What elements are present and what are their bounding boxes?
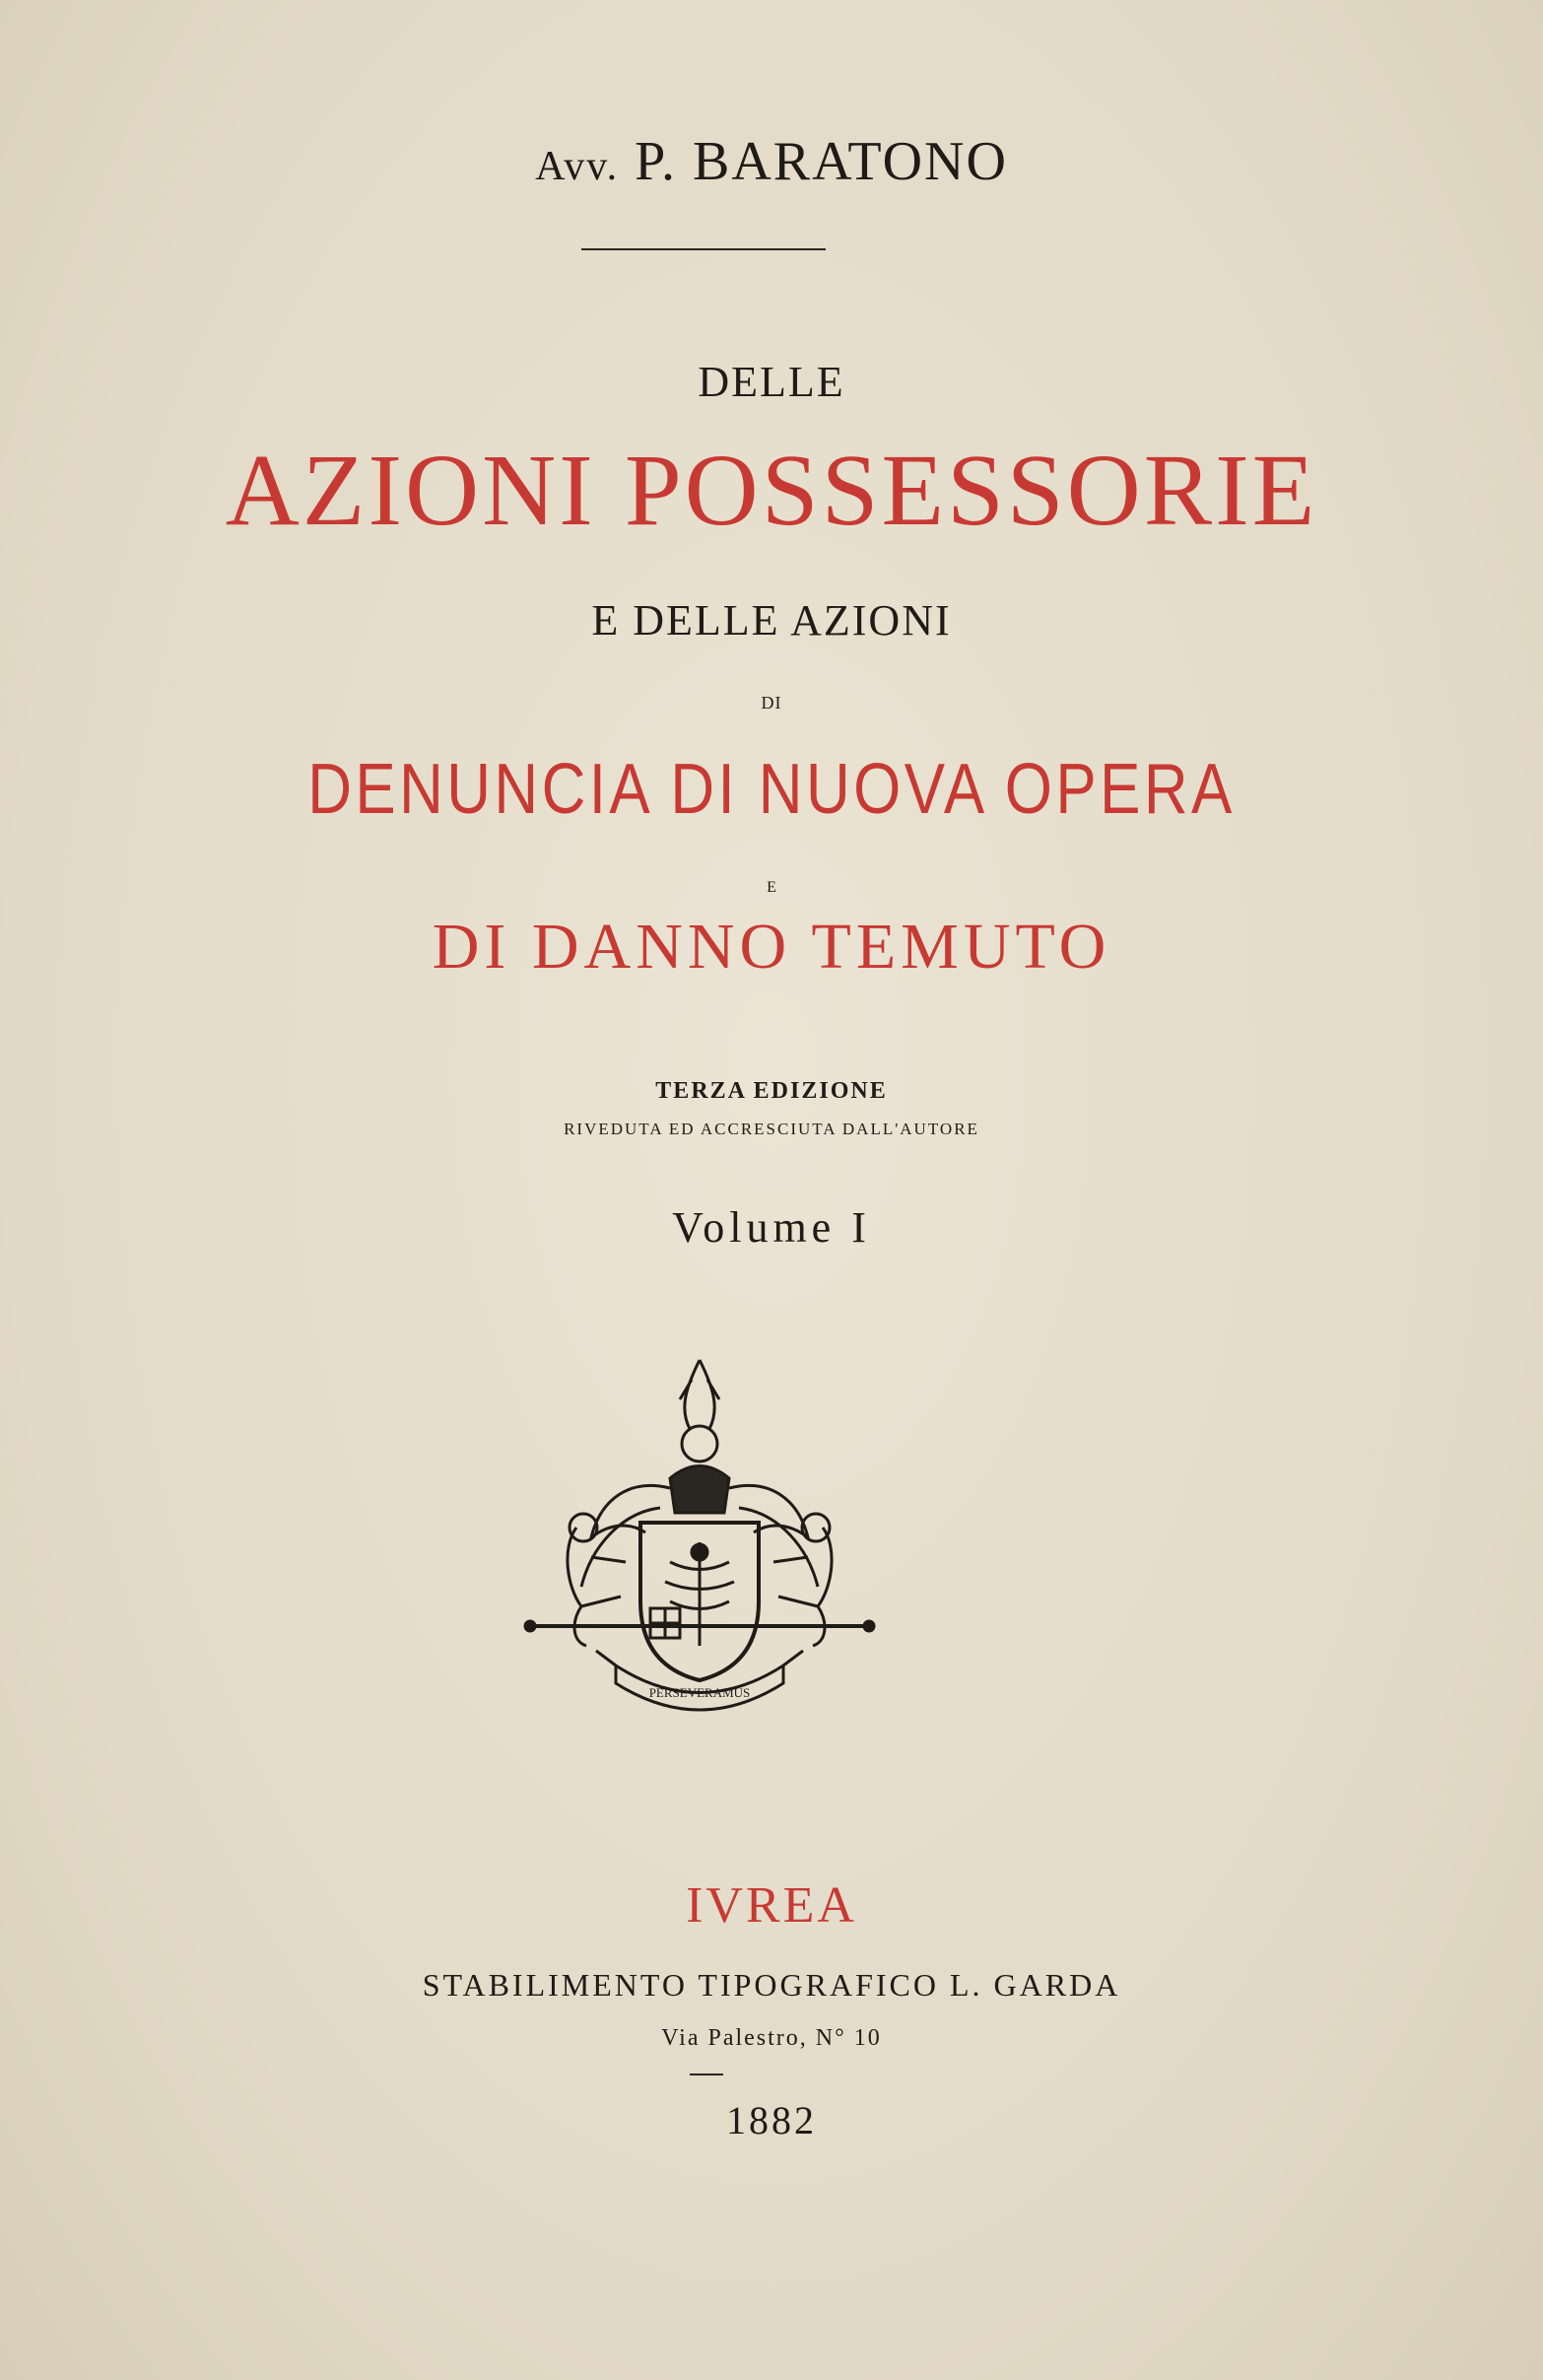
volume-label: Volume I [672, 1203, 871, 1252]
title-line3: E DELLE AZIONI [591, 596, 952, 645]
imprint-city: IVREA [686, 1877, 857, 1934]
imprint-year: 1882 [726, 2098, 817, 2142]
title-e: E [767, 879, 776, 896]
edition-label: TERZA EDIZIONE [655, 1078, 888, 1104]
title-di: DI [761, 693, 782, 713]
imprint-printer: STABILIMENTO TIPOGRAFICO L. GARDA [422, 1967, 1121, 2003]
imprint-address: Via Palestro, N° 10 [661, 2025, 882, 2051]
imprint-rule [690, 2074, 723, 2075]
title-danno: DI DANNO TEMUTO [432, 911, 1111, 983]
author-name: P. BARATONO [635, 131, 1008, 192]
coat-of-arms-icon [522, 1350, 877, 1715]
edition-note: RIVEDUTA ED ACCRESCIUTA DALL'AUTORE [564, 1120, 979, 1138]
title-main: AZIONI POSSESSORIE [225, 434, 1318, 547]
author-line [0, 130, 1543, 193]
title-delle: DELLE [698, 358, 845, 406]
crest-motto: PERSEVERAMUS [648, 1685, 751, 1700]
author-rule [581, 248, 826, 250]
author-prefix: Avv. [535, 144, 620, 189]
title-denuncia: DENUNCIA DI NUOVA OPERA [307, 750, 1236, 829]
